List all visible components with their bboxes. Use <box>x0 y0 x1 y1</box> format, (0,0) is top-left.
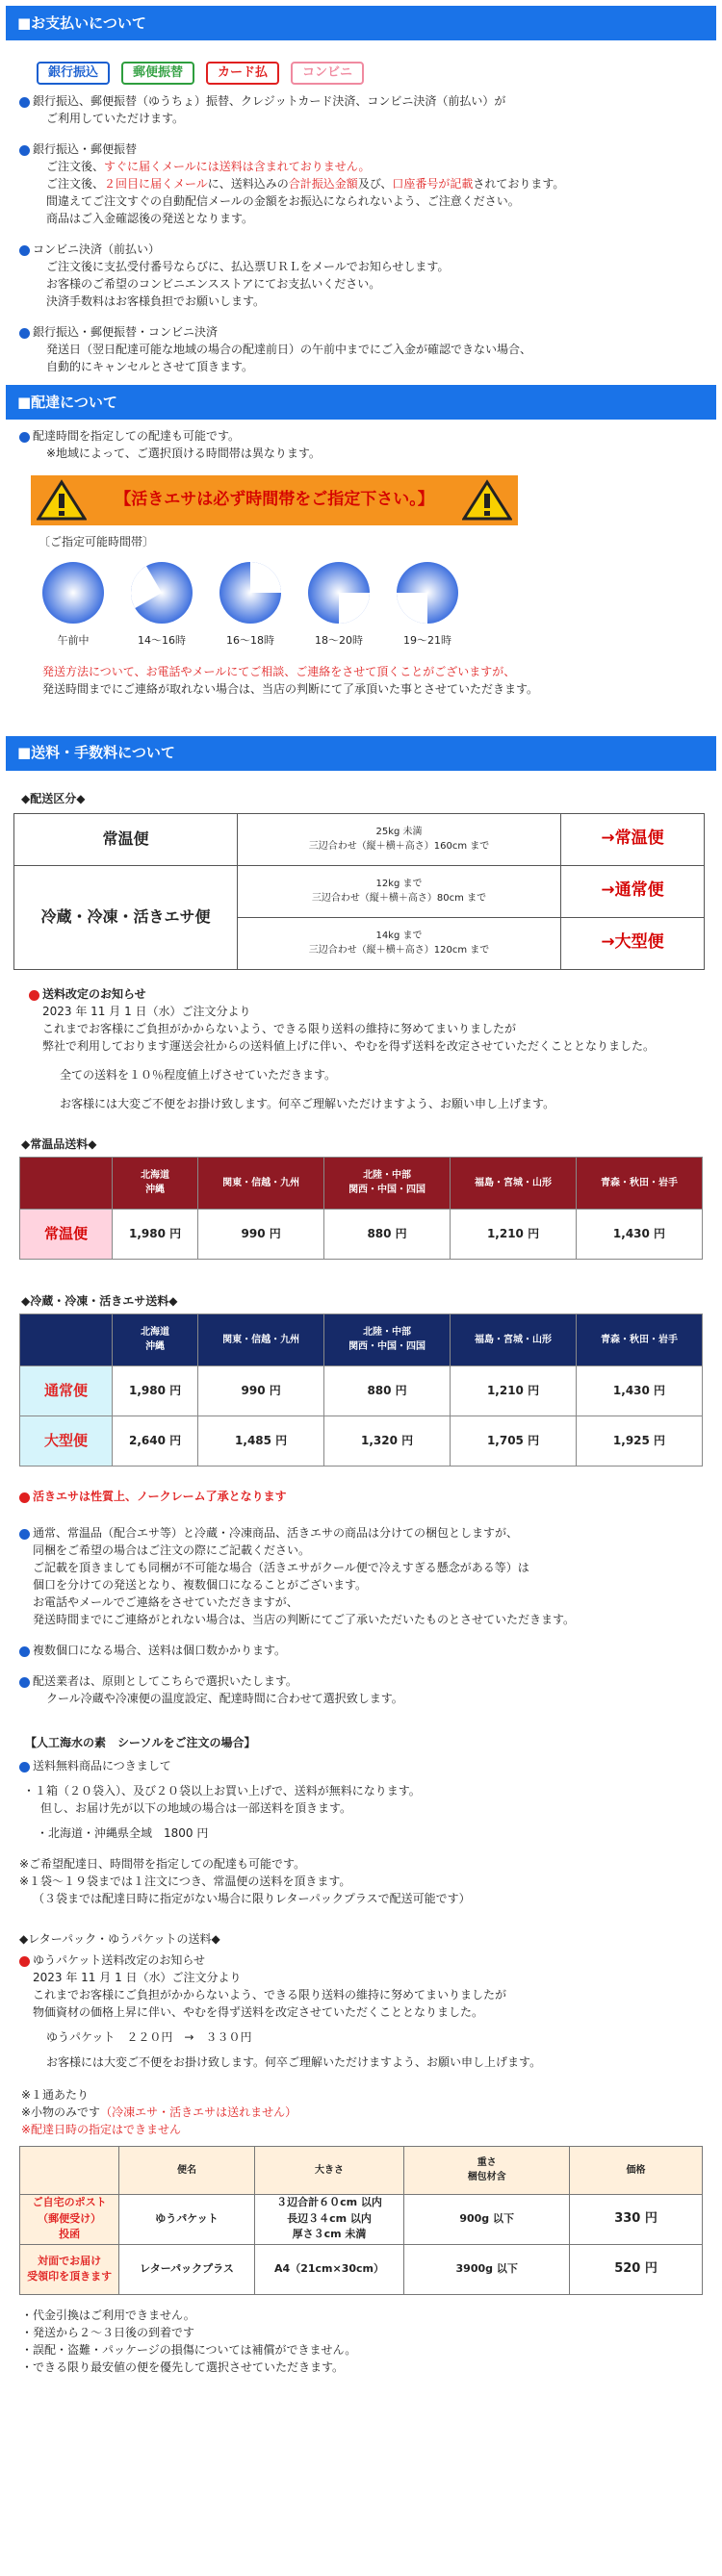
cancel-info: 銀行振込・郵便振替・コンビニ決済 発送日（翌日配達可能な地域の場合の配達前日）の午前中までにご入金が確認できない場合、 自動的にキャンセルとさせて頂きます。 <box>0 323 722 375</box>
time-slot <box>306 560 372 650</box>
letterpack-size: ３辺合計６０cm 以内 長辺３４cm 以内 厚さ３cm 未満 <box>254 2194 404 2244</box>
fee-cell: 1,485 円 <box>198 1416 324 1466</box>
letterpack-header: 価格 <box>570 2146 703 2194</box>
carrier-info: 配送業者は、原則としてこちらで選択いたします。 クール冷蔵や冷凍便の温度設定、配達時間に合わせて選択致します。 <box>0 1672 722 1707</box>
fee-cell: 1,980 円 <box>113 1365 198 1416</box>
rate-revision-notice: 送料改定のお知らせ 2023 年 11 月 1 日（水）ご注文分より これまでお客様にご負担がかからないよう、できる限り送料の維持に努めてまいりましたが 弊社で利用しております運送会社からの送料値上げに伴い、やむを得ず送料を改定させていただくこととなりました。 全ての送料を１０％程度値上げさせていただきます。 お客様には大変ご不便をお掛け致します。何卒ご理解いただけますよう、お願い申し上げます。 <box>0 985 722 1112</box>
fee-row-label: 大型便 <box>20 1416 113 1466</box>
fee-cell: 1,210 円 <box>451 1209 577 1259</box>
payment-methods <box>0 40 722 85</box>
bank-transfer-badge: 銀行振込 <box>37 62 110 85</box>
letterpack-row <box>20 2194 703 2244</box>
region-header: 青森・秋田・岩手 <box>577 1157 703 1209</box>
fee-row-label: 常温便 <box>20 1209 113 1259</box>
clock-icon <box>40 560 106 625</box>
time-slot-label: 午前中 <box>57 634 90 647</box>
time-slot-clocks <box>40 560 722 650</box>
final-note: ・誤配・盗難・パッケージの損傷については補償ができません。 <box>21 2342 357 2357</box>
delivery-note: 発送方法について、お電話やメールにてご相談、ご連絡をさせて頂くことがございますが、 <box>42 664 516 678</box>
fee-row-label: 通常便 <box>20 1365 113 1416</box>
clock-icon <box>218 560 283 625</box>
convenience-badge: コンビニ <box>291 62 364 85</box>
time-slot <box>40 560 106 650</box>
live-bait-warning: 【活きエサは必ず時間帯をご指定下さい。】 <box>31 475 518 525</box>
letterpack-row <box>20 2244 703 2294</box>
letterpack-weight: 900g 以下 <box>404 2194 570 2244</box>
clock-icon <box>306 560 372 625</box>
delivery-class-table: 常温便 25kg 未満 三辺合わせ（縦＋横＋高さ）160cm まで →常温便 冷蔵・冷凍・活きエサ便 12kg まで 三辺合わせ（縦＋横＋高さ）80cm まで →通常便 14kg まで 三辺合わせ（縦＋横＋高さ）120cm まで →大型便 <box>13 813 705 970</box>
letterpack-row-label: ご自宅のポスト （郵便受け） 投函 <box>20 2194 119 2244</box>
fee-cell: 1,210 円 <box>451 1365 577 1416</box>
letterpack-size: A4（21cm×30cm） <box>254 2244 404 2294</box>
seawater-details: ・１箱（２０袋入）、及び２０袋以上お買い上げで、送料が無料になります。 但し、お届け先が以下の地域の場合は一部送料を頂きます。 ・北海道・沖縄県全域 1800 円 ※ご希望配達日、時間帯を指定しての配達も可能です。 ※１袋～１９袋までは１注文につき、常温便の送料を頂きます。 （３袋までは配達日時に指定がない場合に限りレターパックプラスで配送可能です） <box>19 1783 471 1905</box>
region-header: 福島・宮城・山形 <box>451 1314 577 1365</box>
letterpack-header: 大きさ <box>254 2146 404 2194</box>
letterpack-price: 330 円 <box>570 2194 703 2244</box>
cold-fee-table <box>19 1314 703 1467</box>
final-note: ・できる限り最安値の便を優先して選択させていただきます。 <box>21 2359 345 2374</box>
convenience-info: コンビニ決済（前払い） ご注文後に支払受付番号ならびに、払込票ＵＲＬをメールでお知らせします。 お客様のご希望のコンビニエンスストアにてお支払いください。 決済手数料はお客様負担でお願いします。 <box>0 241 722 310</box>
delivery-time-info: 配達時間を指定しての配達も可能です。 ※地域によって、ご選択頂ける時間帯は異なります。 <box>0 427 722 462</box>
time-slot-label: 19〜21時 <box>403 634 451 647</box>
time-slot-label: 16〜18時 <box>226 634 274 647</box>
payment-intro: 銀行振込、郵便振替（ゆうちょ）振替、クレジットカード決済、コンビニ決済（前払い）が ご利用していただけます。 <box>0 92 722 127</box>
shipping-header: ■送料・手数料について <box>6 736 716 771</box>
fee-cell: 1,430 円 <box>577 1365 703 1416</box>
seawater-title: 【人工海水の素 シーソルをご注文の場合】 <box>25 1735 256 1749</box>
multi-box-info: 複数個口になる場合、送料は個口数かかります。 <box>0 1642 722 1659</box>
region-header: 北海道 沖縄 <box>113 1314 198 1365</box>
letterpack-revision: ゆうパケット送料改定のお知らせ 2023 年 11 月 1 日（水）ご注文分より これまでお客様にご負担がかからないよう、できる限り送料の維持に努めてまいりましたが 物価資材の価格上昇に伴い、やむを得ず送料を改定させていただくこととなりました。 ゆうパケット ２２０円 → ３３０円 お客様には大変ご不便をお掛け致します。何卒ご理解いただけますよう、お願い申し上げます。 <box>0 1951 722 2071</box>
letterpack-price: 520 円 <box>570 2244 703 2294</box>
clock-icon <box>129 560 194 625</box>
region-header: 福島・宮城・山形 <box>451 1157 577 1209</box>
fee-cell: 880 円 <box>324 1209 451 1259</box>
clock-icon <box>395 560 460 625</box>
time-slot-label: 18〜20時 <box>315 634 363 647</box>
delivery-header: ■配達について <box>6 385 716 420</box>
fee-row <box>20 1416 703 1466</box>
delivery-note-2: 発送時間までにご連絡が取れない場合は、当店の判断にて了承頂いた事とさせていただきます。 <box>42 681 539 696</box>
delivery-class-title: ◆配送区分◆ <box>21 791 86 805</box>
fee-row <box>20 1209 703 1259</box>
payment-header: ■お支払いについて <box>6 6 716 40</box>
region-header: 北海道 沖縄 <box>113 1157 198 1209</box>
region-header: 関東・信越・九州 <box>198 1157 324 1209</box>
postal-transfer-badge: 郵便振替 <box>121 62 194 85</box>
time-slot <box>218 560 283 650</box>
fee-cell: 1,980 円 <box>113 1209 198 1259</box>
fee-cell: 1,320 円 <box>324 1416 451 1466</box>
bank-info: 銀行振込・郵便振替 ご注文後、すぐに届くメールには送料は含まれておりません。 ご注文後、２回目に届くメールに、送料込みの合計振込金額及び、口座番号が記載されております。 間違えてご注文すぐの自動配信メールの金額をお振込になられないよう、ご注意ください。 商品はご入金確認後の発送となります。 <box>0 140 722 227</box>
letterpack-name: レターパックプラス <box>119 2244 254 2294</box>
letterpack-notes: ※１通あたり ※小物のみです（冷凍エサ・活きエサは送れません） ※配達日時の指定はできません <box>21 2087 297 2136</box>
live-bait-note: 活きエサは性質上、ノークレーム了承となります <box>0 1488 722 1505</box>
fee-row <box>20 1365 703 1416</box>
fee-cell: 2,640 円 <box>113 1416 198 1466</box>
fee-cell: 1,430 円 <box>577 1209 703 1259</box>
fee-cell: 1,925 円 <box>577 1416 703 1466</box>
final-notes <box>21 2307 722 2376</box>
fee-cell: 880 円 <box>324 1365 451 1416</box>
fee-cell: 990 円 <box>198 1209 324 1259</box>
final-note: ・代金引換はご利用できません。 <box>21 2308 195 2322</box>
region-header: 青森・秋田・岩手 <box>577 1314 703 1365</box>
letterpack-name: ゆうパケット <box>119 2194 254 2244</box>
region-header: 関東・信越・九州 <box>198 1314 324 1365</box>
region-header: 北陸・中部 関西・中国・四国 <box>324 1157 451 1209</box>
letterpack-title: ◆レターパック・ゆうパケットの送料◆ <box>19 1931 220 1946</box>
final-note: ・発送から２～３日後の到着です <box>21 2325 195 2339</box>
time-slot <box>129 560 194 650</box>
card-badge: カード払 <box>206 62 279 85</box>
fee-cell: 990 円 <box>198 1365 324 1416</box>
letterpack-weight: 3900g 以下 <box>404 2244 570 2294</box>
time-slot <box>395 560 460 650</box>
normal-fee-title: ◆常温品送料◆ <box>21 1136 97 1151</box>
letterpack-table <box>19 2146 703 2295</box>
letterpack-row-label: 対面でお届け 受領印を頂きます <box>20 2244 119 2294</box>
cold-fee-title: ◆冷蔵・冷凍・活きエサ送料◆ <box>21 1293 178 1308</box>
warning-icon <box>37 479 87 522</box>
normal-fee-table <box>19 1157 703 1260</box>
letterpack-header: 重さ 梱包材含 <box>404 2146 570 2194</box>
time-slot-label: 14〜16時 <box>138 634 186 647</box>
fee-cell: 1,705 円 <box>451 1416 577 1466</box>
packing-info: 通常、常温品（配合エサ等）と冷蔵・冷凍商品、活きエサの商品は分けての梱包としますが、 同梱をご希望の場合はご注文の際にご記載ください。 ご記載を頂きましても同梱が不可能な場合（活きエサがクール便で冷えすぎる懸念がある等）は 個口を分けての発送となり、複数個口になることがございます。 お電話やメールでご連絡をさせていただきますが、 発送時間までにご連絡がとれない場合は、当店の判断にてご了承いただいたものとさせていただきます。 <box>0 1524 722 1628</box>
seawater-free-info: 送料無料商品につきまして <box>0 1757 722 1774</box>
letterpack-header: 便名 <box>119 2146 254 2194</box>
warning-icon <box>462 479 512 522</box>
time-slot-label: 〔ご指定可能時間帯〕 <box>39 535 155 548</box>
region-header: 北陸・中部 関西・中国・四国 <box>324 1314 451 1365</box>
